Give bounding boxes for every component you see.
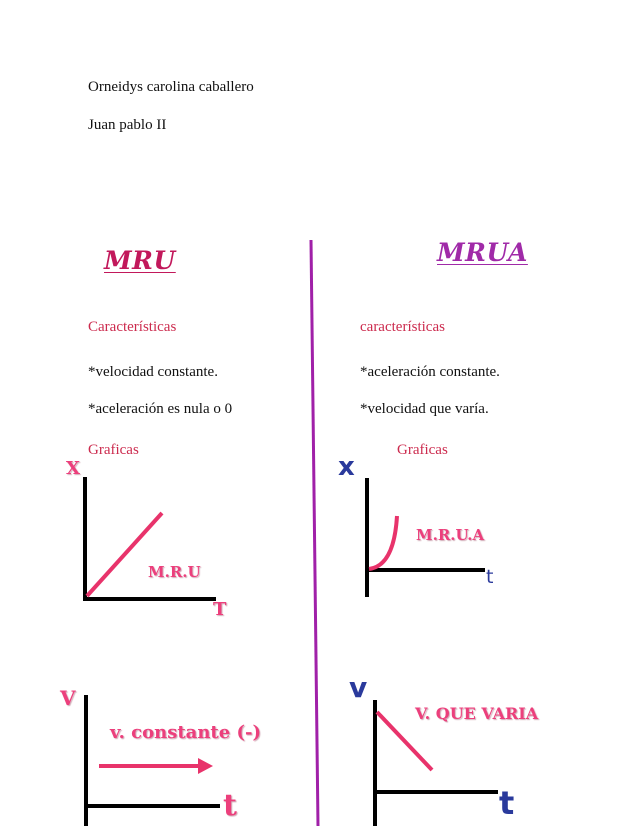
column-divider <box>311 240 318 826</box>
mru-characteristics-heading: Características <box>88 319 177 335</box>
mru-v-graph-x-label: t <box>223 788 237 823</box>
mru-graphs-heading: Graficas <box>88 442 139 458</box>
mrua-title: MRUA <box>437 238 528 267</box>
mrua-v-graph-y-label: v <box>349 671 368 704</box>
mrua-x-graph-y-label: x <box>338 452 355 482</box>
mru-item-1: *velocidad constante. <box>88 364 218 380</box>
mru-v-graph-arrow-label: v. constante (-) <box>110 722 261 743</box>
mru-x-graph-y-label: X <box>66 458 80 479</box>
mru-x-graph-x-label: T <box>213 599 227 620</box>
mru-v-graph-arrowhead <box>198 758 213 774</box>
mrua-x-graph-curve-label: M.R.U.A <box>416 526 485 544</box>
mrua-graphs-heading: Graficas <box>397 442 448 458</box>
mrua-v-graph-curve-label: V. QUE VARIA <box>415 704 539 723</box>
mrua-v-graph-x-label: t <box>499 784 515 822</box>
mru-title: MRU <box>104 246 176 275</box>
school-name: Juan pablo II <box>88 117 167 133</box>
mrua-x-graph-curve <box>369 516 397 569</box>
mru-item-2: *aceleración es nula o 0 <box>88 401 233 417</box>
mrua-characteristics-heading: características <box>360 319 445 335</box>
mru-v-graph-y-label: V <box>60 686 76 710</box>
author-name: Orneidys carolina caballero <box>88 79 254 95</box>
mrua-x-graph-x-label: t <box>486 566 494 588</box>
mru-x-graph-line <box>87 513 162 596</box>
mrua-item-2: *velocidad que varía. <box>360 401 489 417</box>
mrua-item-1: *aceleración constante. <box>360 364 500 380</box>
mru-x-graph-curve-label: M.R.U <box>148 563 201 581</box>
